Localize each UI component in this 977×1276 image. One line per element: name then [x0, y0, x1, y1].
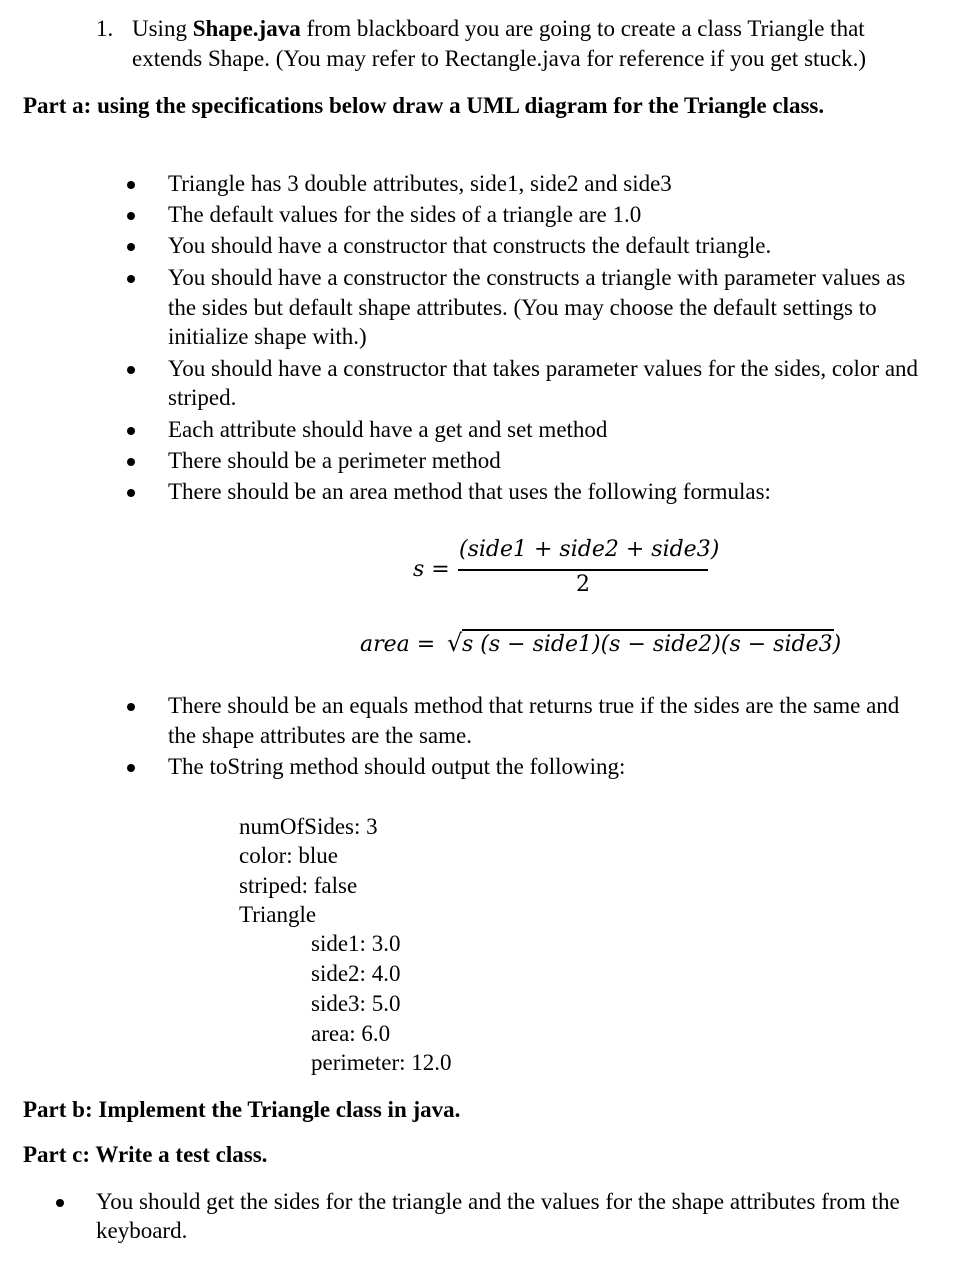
intro-text-b: from blackboard you are going to create a class Triangle that — [300, 16, 865, 41]
intro-line-2: extends Shape. (You may refer to Rectangle.java for reference if you get stuck.) — [132, 46, 867, 71]
bullet-dot — [56, 1199, 64, 1207]
bullet-text: You should have a constructor that constructs the default triangle. — [168, 233, 772, 258]
bullet-dot — [127, 275, 135, 283]
bullet-dot — [127, 181, 135, 189]
bullet-dot — [127, 427, 135, 435]
bullet-text: Triangle has 3 double attributes, side1, side2 and side3 — [168, 171, 672, 196]
bullet-dot — [127, 703, 135, 711]
intro-text-a: Using — [132, 16, 193, 41]
part-a-heading: Part a: using the specifications below draw a UML diagram for the Triangle class. — [23, 93, 825, 118]
bullet-dot — [127, 212, 135, 220]
bullet-text: The default values for the sides of a triangle are 1.0 — [168, 202, 642, 227]
bullet-text: the shape attributes are the same. — [168, 723, 472, 748]
bullet-text: The toString method should output the following: — [168, 754, 626, 779]
output-line: striped: false — [239, 873, 358, 898]
intro-shape-java: Shape.java — [192, 16, 301, 41]
formula-s-numerator: (side1 + side2 + side3) — [459, 537, 720, 562]
output-indented-line: side1: 3.0 — [311, 931, 401, 956]
output-line: numOfSides: 3 — [239, 814, 378, 839]
part-b-heading: Part b: Implement the Triangle class in java. — [23, 1097, 461, 1122]
formula-area-radicand: s (s − side1)(s − side2)(s − side3) — [462, 632, 842, 657]
output-indented-line: area: 6.0 — [311, 1021, 391, 1046]
bullet-dot — [127, 366, 135, 374]
bullet-text: striped. — [168, 385, 237, 410]
bullet-dot — [127, 489, 135, 497]
bullet-text: You should have a constructor the constructs a triangle with parameter values as — [168, 265, 906, 290]
formula-s-denominator: 2 — [576, 572, 590, 597]
bullet-dot — [127, 458, 135, 466]
bullet-text: There should be an equals method that returns true if the sides are the same and — [168, 693, 900, 718]
bullet-dot — [127, 243, 135, 251]
output-line: color: blue — [239, 843, 338, 868]
bullet-dot — [127, 764, 135, 772]
bullet-text: There should be an area method that uses the following formulas: — [168, 479, 771, 504]
formula-area-label: area = — [360, 632, 436, 657]
formula-s-label: s = — [413, 557, 450, 582]
output-indented-line: side2: 4.0 — [311, 961, 401, 986]
item-number: 1. — [96, 16, 114, 41]
bullet-text: Each attribute should have a get and set method — [168, 417, 608, 442]
bullet-text: the sides but default shape attributes. (You may choose the default settings to — [168, 295, 877, 320]
output-indented-line: perimeter: 12.0 — [311, 1050, 452, 1075]
bullet-text: keyboard. — [96, 1218, 188, 1243]
output-indented-line: side3: 5.0 — [311, 991, 401, 1016]
sqrt-symbol: √ — [447, 629, 463, 657]
bullet-text: You should have a constructor that takes parameter values for the sides, color and — [168, 356, 919, 381]
intro-line-1 — [132, 14, 865, 44]
part-c-heading: Part c: Write a test class. — [23, 1142, 268, 1167]
bullet-text: initialize shape with.) — [168, 324, 367, 349]
output-line: Triangle — [239, 902, 317, 927]
bullet-text: You should get the sides for the triangle and the values for the shape attributes from the — [96, 1189, 900, 1214]
bullet-text: There should be a perimeter method — [168, 448, 501, 473]
